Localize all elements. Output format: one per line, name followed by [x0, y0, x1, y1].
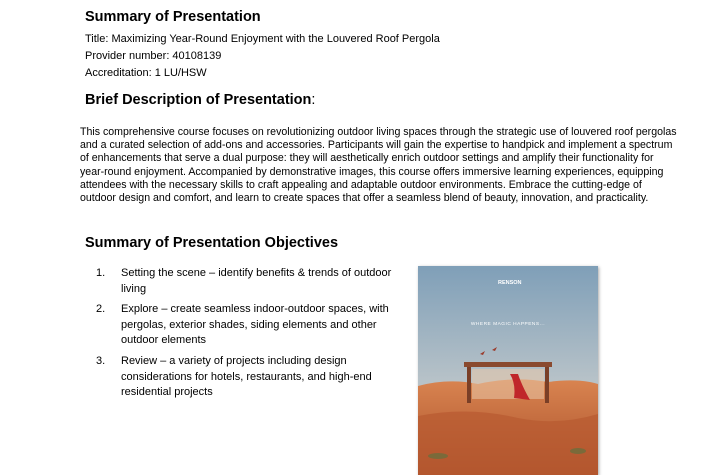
objectives-list	[96, 266, 396, 406]
objective-number: 3.	[96, 354, 106, 367]
objectives-heading: Summary of Presentation Objectives	[85, 235, 339, 251]
summary-accreditation-line: Accreditation: 1 LU/HSW	[85, 67, 207, 79]
objective-item	[96, 266, 396, 297]
pergola-post	[545, 367, 549, 403]
objective-text: Review – a variety of projects including design considerations for hotels, restaurants, and high-end residential projects	[121, 354, 372, 399]
summary-heading: Summary of Presentation	[85, 9, 261, 25]
pergola-roof	[464, 362, 552, 367]
brief-description: This comprehensive course focuses on revolutionizing outdoor living spaces through the strategic use of louvered roof pergolas and a curated selection of add-ons and accessories. Participants will gain the expertise to handpick and implement a spectrum of enhancements that serve a dual purpose: they will aesthetically enrich outdoor settings and amplify their functionality for year-round enjoyment. Accompanied by demonstrative images, this course offers immersive learning experiences, equipping attendees with the necessary skills to craft appealing and adaptable outdoor environments. Embrace the cutting-edge of outdoor design and comfort, and learn to create spaces that offer a seamless blend of beauty, innovation, and practicality.	[80, 126, 677, 205]
brief-heading-text: Brief Description of Presentation	[85, 92, 312, 108]
sand-dune	[418, 411, 598, 475]
objective-item	[96, 302, 396, 349]
objective-number: 1.	[96, 267, 106, 279]
objective-text: Setting the scene – identify benefits & trends of outdoor living	[121, 267, 392, 295]
brochure-cover-image	[418, 266, 598, 475]
pergola-interior	[472, 369, 544, 399]
brief-heading-colon: :	[311, 92, 316, 108]
brochure-illustration	[418, 266, 598, 475]
summary-provider-line: Provider number: 40108139	[85, 50, 222, 62]
brand-logo: RENSON	[498, 280, 522, 286]
objective-number: 2.	[96, 303, 106, 316]
desert-shrub	[428, 453, 448, 459]
brief-heading	[85, 92, 315, 108]
pergola-post	[467, 367, 471, 403]
summary-title-line: Title: Maximizing Year-Round Enjoyment with the Louvered Roof Pergola	[85, 33, 440, 45]
desert-shrub	[570, 448, 586, 454]
objective-text: Explore – create seamless indoor-outdoor spaces, with pergolas, exterior shades, siding elements and other outdoor elements	[121, 303, 389, 347]
objective-item	[96, 354, 396, 401]
brochure-tagline: WHERE MAGIC HAPPENS...	[470, 322, 546, 327]
